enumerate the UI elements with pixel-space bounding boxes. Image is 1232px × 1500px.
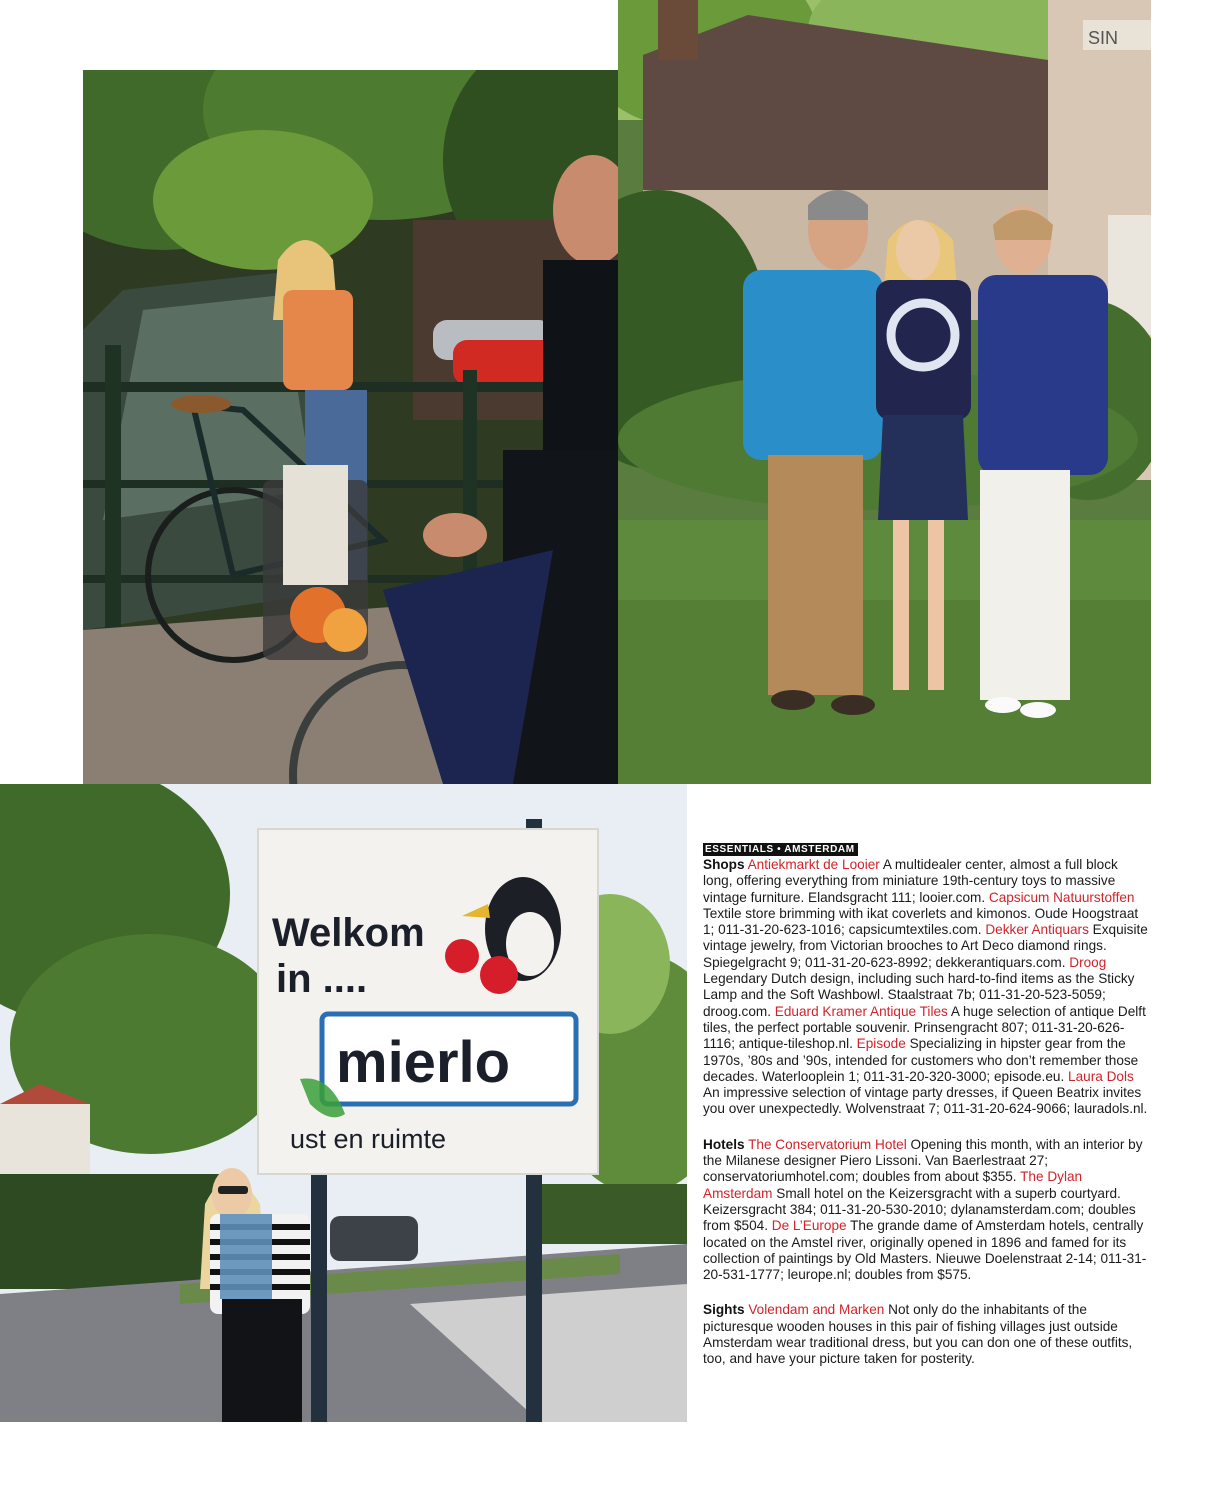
section-shops [703, 857, 1151, 1118]
venue-description: Small hotel on the Keizersgracht with a superb courtyard. Keizersgracht 384; 011-31-20-530-2010; dylanamsterdam.com; doubles from $504. [703, 1185, 1136, 1234]
photo-canal-bridge [83, 70, 618, 784]
article-sections [703, 857, 1151, 1368]
section-sights [703, 1302, 1151, 1367]
house-sign-glyphs: SIN [1088, 28, 1119, 48]
essentials-article [703, 840, 1151, 1387]
venue-description: The grande dame of Amsterdam hotels, centrally located on the Amstel river, originally opened in 1896 and famed for its collection of paintings by Old Masters. Nieuwe Doelenstraat 2-14; 011-31-20-531-1777; leurope.nl; doubles from $575. [703, 1218, 1147, 1283]
essentials-kicker: ESSENTIALS • AMSTERDAM [703, 843, 858, 856]
sign-tagline: ust en ruimte [290, 1124, 447, 1154]
venue-description: Specializing in hipster gear from the 1970s, ’80s and ’90s, intended for customers who don’t remember those decades. Waterlooplein 1; 011-31-20-320-3000; episode.eu. [703, 1036, 1139, 1084]
venue-description: A huge selection of antique Delft tiles, the perfect portable souvenir. Prinsengracht 807; 011-31-20-626-1116; antique-tileshop.nl. [703, 1003, 1146, 1052]
venue-description: Textile store brimming with ikat coverlets and kimonos. Oude Hoogstraat 1; 011-31-20-623-1016; capsicumtextiles.com. [703, 905, 1139, 938]
sign-photo-illustration [0, 784, 687, 1422]
sign-town-name: mierlo [336, 1030, 511, 1095]
venue-name: The Conservatorium Hotel [748, 1136, 907, 1152]
venue-name: De L’Europe [771, 1218, 847, 1234]
section-label: Hotels [703, 1136, 745, 1152]
venue-description: Not only do the inhabitants of the picturesque wooden houses in this pair of fishing villages just outside Amsterdam wear traditional dress, but you can don one of these outfits, too, and have your picture taken for posterity. [703, 1302, 1133, 1367]
family-photo-illustration [618, 0, 1151, 784]
venue-description: Exquisite vintage jewelry, from Victorian brooches to Art Deco diamond rings. Spiegelgracht 9; 011-31-20-623-8992; dekkerantiquars.com. [703, 922, 1148, 970]
sign-welkom-text: Welkom [272, 911, 425, 955]
section-hotels [703, 1137, 1151, 1284]
sign-in-text: in .... [276, 957, 368, 1001]
venue-description: A multidealer center, almost a full block long, offering everything from miniature 19th-century toys to massive vintage furniture. Elandsgracht 111; looier.com. [703, 857, 1118, 905]
venue-name: Dekker Antiquars [985, 922, 1089, 938]
venue-description: Opening this month, with an interior by the Milanese designer Piero Lissoni. Van Baerlestraat 27; conservatoriumhotel.com; doubles from about $355. [703, 1136, 1143, 1185]
venue-description: Legendary Dutch design, including such hard-to-find items as the Sticky Lamp and the Soft Washbowl. Staalstraat 7b; 011-31-20-523-5059; droog.com. [703, 971, 1135, 1019]
venue-name: The Dylan Amsterdam [703, 1169, 1083, 1201]
venue-name: Eduard Kramer Antique Tiles [774, 1003, 948, 1019]
venue-name: Volendam and Marken [748, 1302, 885, 1318]
venue-description: An impressive selection of vintage party dresses, if Queen Beatrix invites you over unexpectedly. Wolvenstraat 7; 011-31-20-624-9066; lauradols.nl. [703, 1085, 1148, 1117]
venue-name: Episode [856, 1036, 906, 1052]
venue-name: Droog [1069, 954, 1107, 970]
venue-name: Capsicum Natuurstoffen [988, 889, 1135, 905]
canal-photo-illustration [83, 70, 618, 784]
section-label: Sights [703, 1302, 745, 1318]
venue-name: Laura Dols [1068, 1068, 1134, 1084]
photo-mierlo-sign [0, 784, 687, 1422]
photo-family-garden [618, 0, 1151, 784]
venue-name: Antiekmarkt de Looier [747, 857, 880, 872]
section-label: Shops [703, 857, 745, 872]
